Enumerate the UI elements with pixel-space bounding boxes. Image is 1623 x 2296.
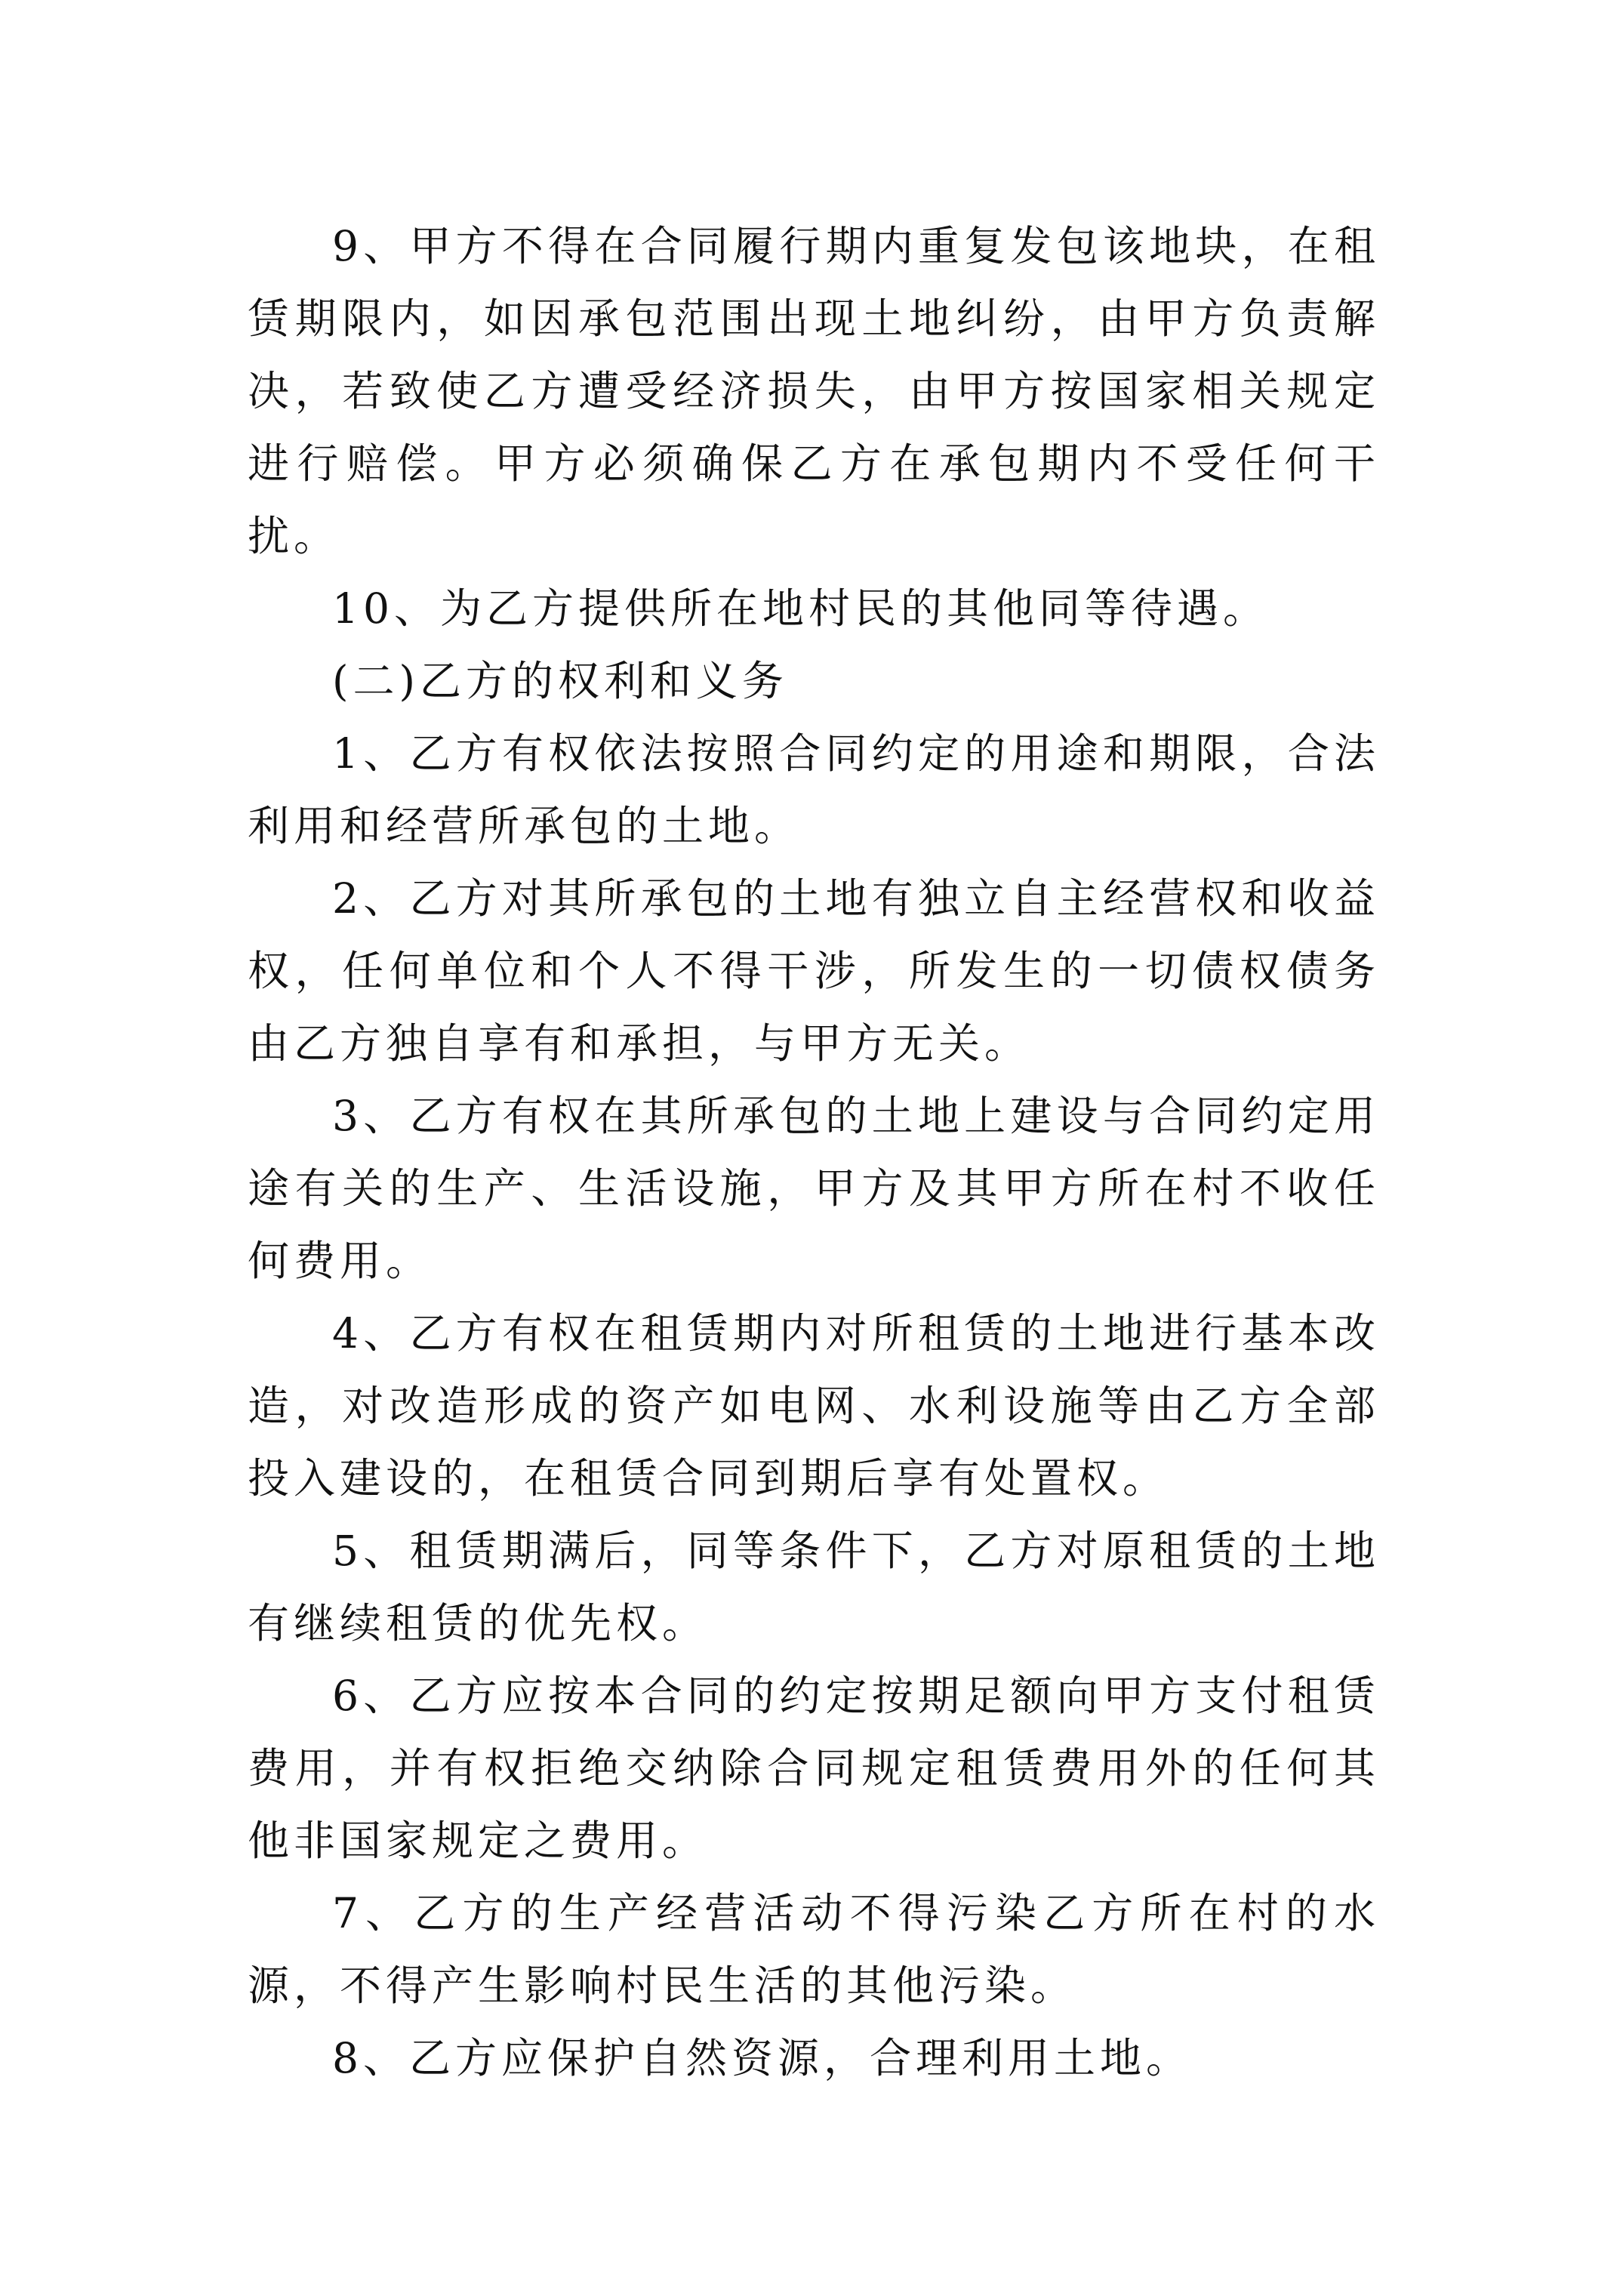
clause-b3-paragraph: 3、乙方有权在其所承包的土地上建设与合同约定用途有关的生产、生活设施，甲方及其甲方所在村不收任何费用。 [248,1092,1380,1285]
clause-b5-paragraph: 5、租赁期满后，同等条件下，乙方对原租赁的土地有继续租赁的优先权。 [248,1527,1380,1647]
clause-b8-paragraph: 8、乙方应保护自然资源，合理利用土地。 [332,2034,1192,2082]
clause-10-paragraph: 10、为乙方提供所在地村民的其他同等待遇。 [332,584,1269,633]
clause-b1-paragraph: 1、乙方有权依法按照合同约定的用途和期限，合法利用和经营所承包的土地。 [248,729,1380,850]
clause-9-paragraph: 9、甲方不得在合同履行期内重复发包该地块，在租赁期限内，如因承包范围出现土地纠纷，由甲方负责解决，若致使乙方遭受经济损失，由甲方按国家相关规定进行赔偿。甲方必须确保乙方在承包期内不受任何干扰。 [248,222,1380,560]
clause-b7-paragraph: 7、乙方的生产经营活动不得污染乙方所在村的水源，不得产生影响村民生活的其他污染。 [248,1889,1380,2010]
clause-b2-paragraph: 2、乙方对其所承包的土地有独立自主经营权和收益权，任何单位和个人不得干涉，所发生的一切债权债务由乙方独自享有和承担，与甲方无关。 [248,874,1380,1068]
clause-b4-paragraph: 4、乙方有权在租赁期内对所租赁的土地进行基本改造，对改造形成的资产如电网、水利设施等由乙方全部投入建设的，在租赁合同到期后享有处置权。 [248,1309,1380,1502]
section-heading-party-b-rights: (二)乙方的权利和义务 [332,657,788,705]
document-body [248,210,1380,2094]
clause-b6-paragraph: 6、乙方应按本合同的约定按期足额向甲方支付租赁费用，并有权拒绝交纳除合同规定租赁费用外的任何其他非国家规定之费用。 [248,1672,1380,1865]
